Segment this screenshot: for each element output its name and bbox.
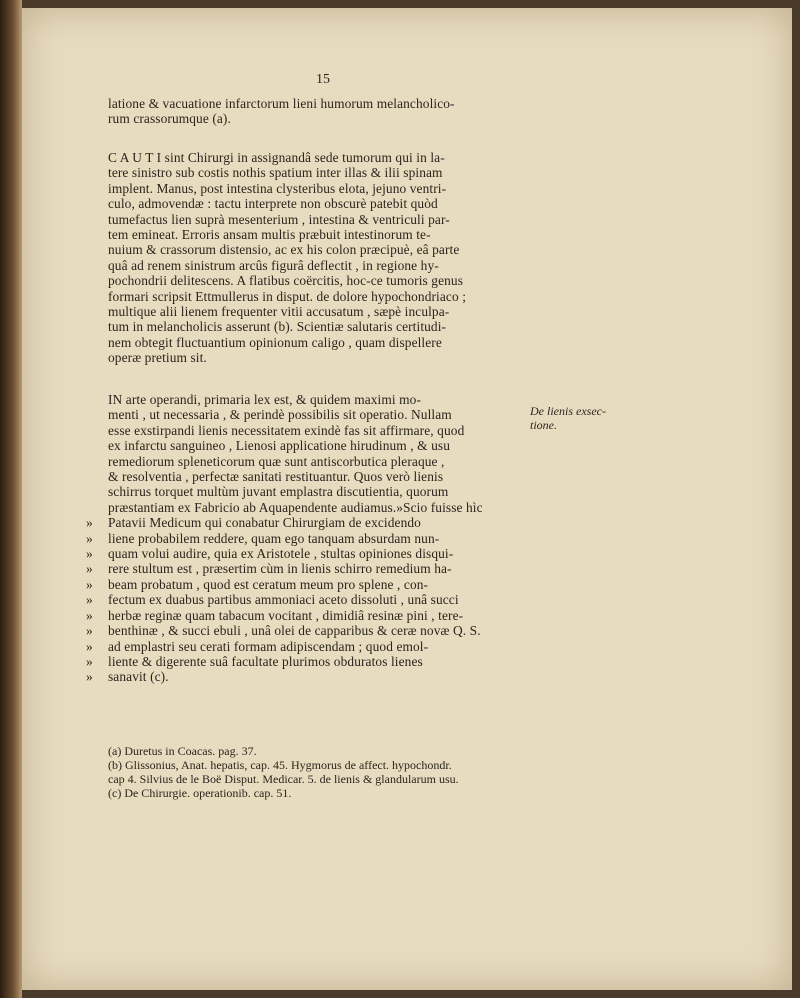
text-line: C A U T I sint Chirurgi in assignandâ sede tumorum qui in la- — [108, 150, 445, 165]
quote-mark: » — [86, 607, 93, 623]
line-text: & resolventia , perfectæ sanitati restituantur. Quos verò lienis — [108, 469, 444, 485]
text-line — [108, 500, 518, 515]
line-text: præstantiam ex Fabricio ab Aquapendente audiamus.»Scio fuisse hìc — [108, 499, 483, 515]
line-text: esse exstirpandi lienis necessitatem exindè fas sit affirmare, quod — [108, 422, 465, 438]
paragraph-2 — [108, 150, 518, 366]
footnote: (c) De Chirurgie. operationib. cap. 51. — [108, 786, 292, 800]
text-line: operæ pretium sit. — [108, 350, 207, 366]
text-line: tum in melancholicis asserunt (b). Scientiæ salutaris certitudi- — [108, 319, 447, 335]
quote-mark: » — [86, 638, 93, 654]
quote-mark: » — [86, 623, 93, 639]
text-line — [86, 623, 518, 639]
line-text: quam volui audire, quia ex Aristotele , stultas opiniones disqui- — [108, 546, 454, 562]
text-line — [108, 423, 518, 438]
paragraph-3 — [86, 392, 518, 685]
footnote: (a) Duretus in Coacas. pag. 37. — [108, 744, 257, 758]
text-line: rum crassorumque (a). — [108, 111, 231, 127]
footnote: cap 4. Silvius de le Boë Disput. Medicar. 5. de lienis & glandularum usu. — [108, 772, 459, 786]
margin-note-line: tione. — [530, 418, 557, 432]
line-text: remediorum spleneticorum quæ sunt antiscorbutica pleraque , — [108, 453, 445, 469]
text-line: tere sinistro sub costis nothis spatium inter illas & ilii spinam — [108, 165, 443, 181]
text-line: pochondrii delitescens. A flatibus coërcitis, hoc-ce tumoris genus — [108, 273, 464, 289]
text-line: tumefactus lien suprà mesenterium , intestina & ventriculi par- — [108, 211, 450, 227]
quote-mark: » — [86, 576, 93, 592]
quote-mark: » — [86, 515, 93, 531]
text-line — [86, 638, 518, 654]
line-text: beam probatum , quod est ceratum meum pro splene , con- — [108, 576, 429, 592]
text-line: implent. Manus, post intestina clysteribus elota, jejuno ventri- — [108, 180, 447, 196]
page-number: 15 — [316, 72, 330, 87]
line-text: liente & digerente suâ facultate plurimos obduratos lienes — [108, 653, 423, 669]
text-line: tem emineat. Erroris ansam multis præbuit intestinorum te- — [108, 227, 431, 243]
text-line — [86, 607, 518, 623]
book-binding — [0, 0, 22, 998]
text-line: multique alii lienem frequenter vitii accusatum , sæpè inculpa- — [108, 304, 450, 320]
text-line — [108, 469, 518, 484]
margin-note — [530, 404, 606, 432]
line-text: ex infarctu sanguineo , Lienosi applicatione hirudinum , & usu — [108, 438, 451, 454]
text-line — [108, 407, 518, 422]
line-text: ad emplastri seu cerati formam adipiscendam ; quod emol- — [108, 638, 429, 654]
text-line — [86, 515, 518, 531]
text-line: formari scripsit Ettmullerus in disput. de dolore hypochondriaco ; — [108, 288, 467, 304]
line-text: benthinæ , & succi ebuli , unâ olei de capparibus & ceræ novæ Q. S. — [108, 623, 481, 639]
line-text: herbæ reginæ quam tabacum vocitant , dimidiâ resinæ pini , tere- — [108, 607, 464, 623]
text-line — [86, 653, 518, 669]
text-line — [86, 592, 518, 608]
quote-mark: » — [86, 530, 93, 546]
line-text: IN arte operandi, primaria lex est, & quidem maximi mo- — [108, 392, 422, 407]
text-line — [86, 530, 518, 546]
text-line — [86, 576, 518, 592]
line-text: sanavit (c). — [108, 669, 169, 685]
margin-note-line: De lienis exsec- — [530, 404, 606, 418]
footnote: (b) Glissonius, Anat. hepatis, cap. 45. Hygmorus de affect. hypochondr. — [108, 758, 452, 772]
text-line: latione & vacuatione infarctorum lieni humorum melancholico- — [108, 96, 455, 111]
text-line — [86, 669, 518, 685]
text-line: nem obtegit fluctuantium opinionum caligo , quam dispellere — [108, 334, 442, 350]
text-line — [108, 484, 518, 499]
line-text: menti , ut necessaria , & perindè possibilis sit operatio. Nullam — [108, 407, 452, 423]
line-text: Patavii Medicum qui conabatur Chirurgiam de excidendo — [108, 515, 421, 531]
text-line — [86, 561, 518, 577]
quote-mark: » — [86, 669, 93, 685]
line-text: schirrus torquet multùm juvant emplastra discutientia, quorum — [108, 484, 449, 500]
text-line — [108, 392, 518, 407]
quote-mark: » — [86, 546, 93, 562]
quote-mark: » — [86, 653, 93, 669]
line-text: rere stultum est , præsertim cùm in lienis schirro remedium ha- — [108, 561, 452, 577]
line-text: fectum ex duabus partibus ammoniaci aceto dissoluti , unâ succi — [108, 592, 459, 608]
quote-mark: » — [86, 592, 93, 608]
text-line: quâ ad renem sinistrum arcûs figurâ deflectit , in regione hy- — [108, 257, 439, 273]
text-line — [108, 438, 518, 453]
footnotes — [108, 744, 538, 800]
text-line — [108, 454, 518, 469]
quote-mark: » — [86, 561, 93, 577]
text-line — [86, 546, 518, 562]
line-text: liene probabilem reddere, quam ego tanquam absurdam nun- — [108, 530, 440, 546]
text-line: nuium & crassorum distensio, ac ex his colon præcipuè, eâ parte — [108, 242, 460, 258]
text-line: culo, admovendæ : tactu interprete non obscurè patebit quòd — [108, 196, 438, 212]
paragraph-1 — [108, 96, 518, 127]
